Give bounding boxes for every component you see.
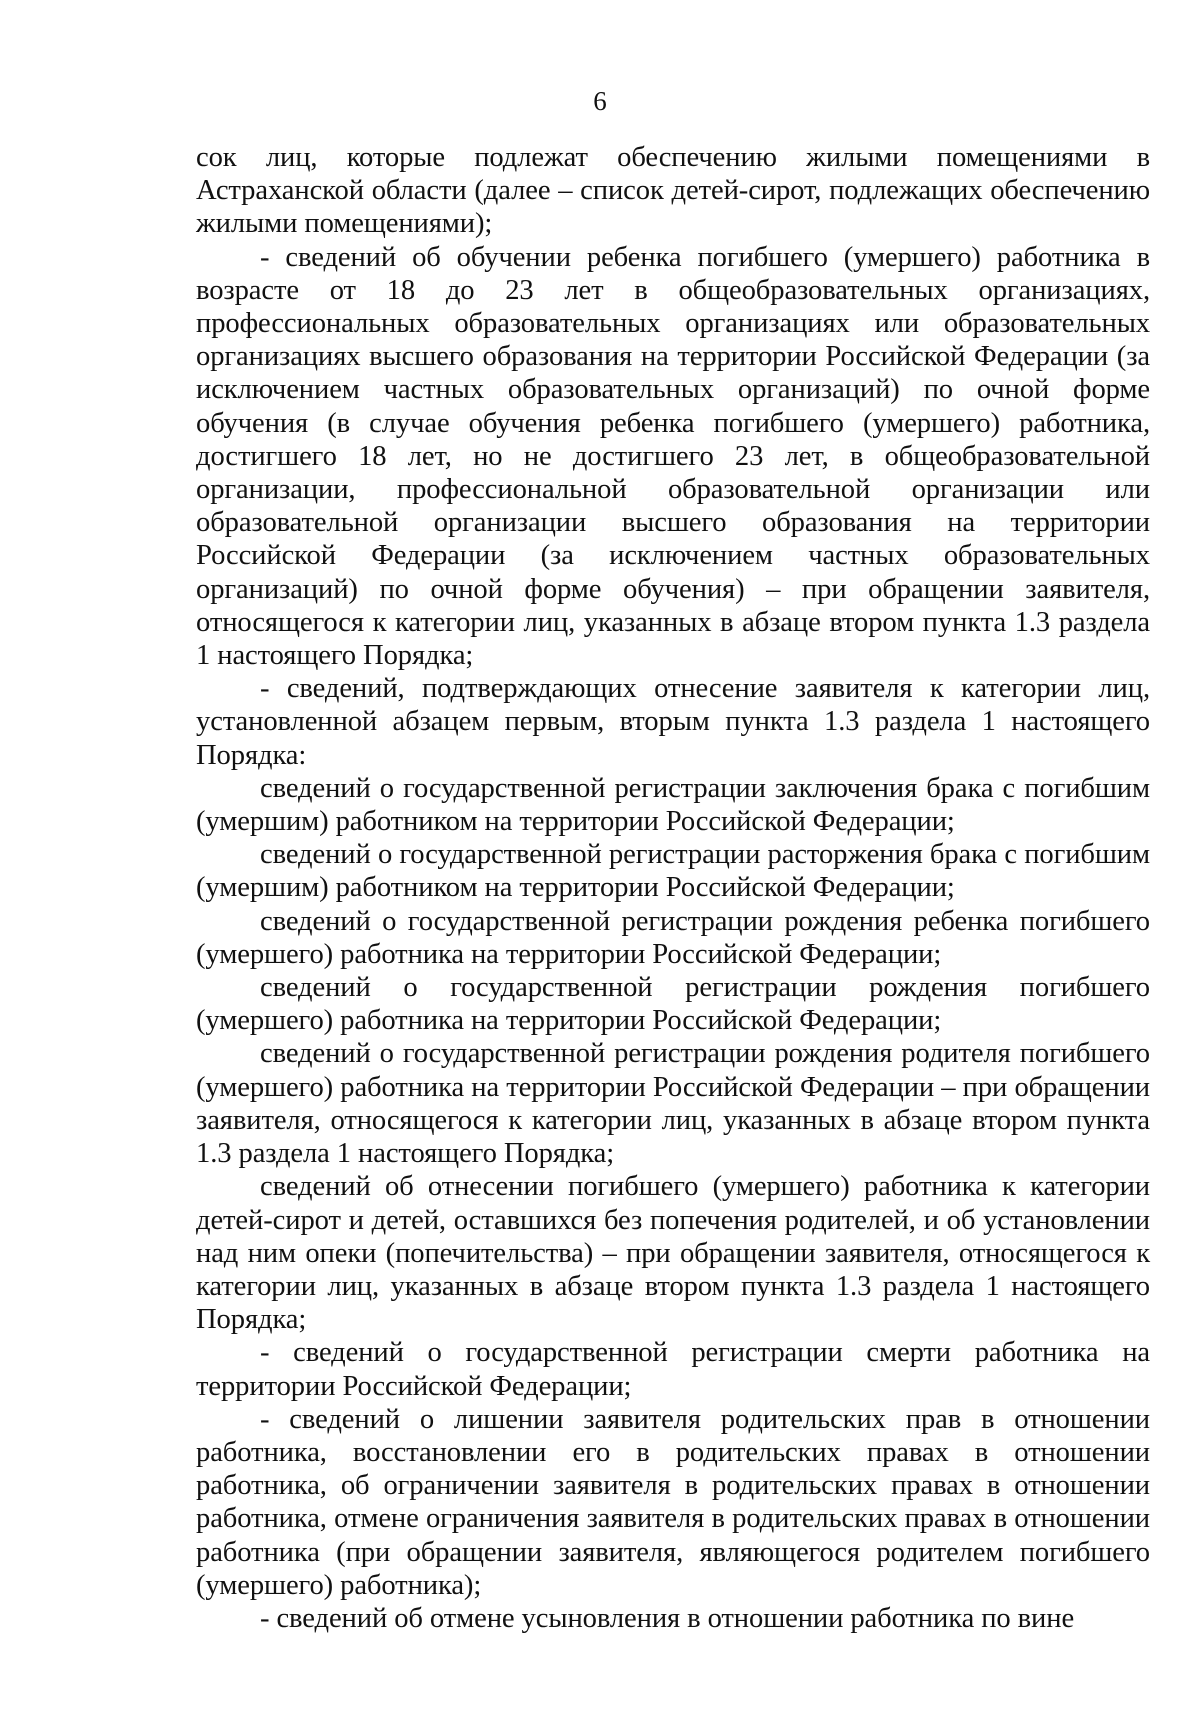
paragraph-parental-rights: - сведений о лишении заявителя родительских прав в отношении работника, восстановлении его в родительских правах в отношении работника, об ограничении заявителя в родительских правах в отношении работника, отмене ограничения заявителя в родительских правах в отношении работника (при обращении заявителя, являющегося родителем погибшего (умершего) работника);: [196, 1403, 1150, 1601]
page-number: 6: [593, 86, 607, 116]
paragraph-divorce-registration: сведений о государственной регистрации расторжения брака с погибшим (умершим) работником на территории Российской Федерации;: [196, 839, 1150, 904]
paragraph-category-confirmation: - сведений, подтверждающих отнесение заявителя к категории лиц, установленной абзацем первым, вторым пункта 1.3 раздела 1 настоящего Порядка:: [196, 673, 1150, 771]
paragraph-adoption-cancellation: - сведений об отмене усыновления в отношении работника по вине: [260, 1602, 1075, 1634]
paragraph-parent-birth-registration: сведений о государственной регистрации рождения родителя погибшего (умершего) работника на территории Российской Федерации – при обращении заявителя, относящегося к категории лиц, указанных в абзаце втором пункта 1.3 раздела 1 настоящего Порядка;: [196, 1038, 1150, 1170]
paragraph-worker-birth-registration: сведений о государственной регистрации рождения погибшего (умершего) работника на территории Российской Федерации;: [196, 972, 1150, 1037]
paragraph-child-birth-registration: сведений о государственной регистрации рождения ребенка погибшего (умершего) работника на территории Российской Федерации;: [196, 905, 1150, 970]
document-body: [196, 141, 1150, 1635]
paragraph-marriage-registration: сведений о государственной регистрации заключения брака с погибшим (умершим) работником на территории Российской Федерации;: [196, 772, 1150, 838]
paragraph-orphan-status: сведений об отнесении погибшего (умершего) работника к категории детей-сирот и детей, оставшихся без попечения родителей, и об установлении над ним опеки (попечительства) – при обращении заявителя, относящегося к категории лиц, указанных в абзаце втором пункта 1.3 раздела 1 настоящего Порядка;: [196, 1171, 1150, 1336]
paragraph-education-info: - сведений об обучении ребенка погибшего (умершего) работника в возрасте от 18 до 23 лет в общеобразовательных организациях, профессиональных образовательных организациях или образовательных организациях высшего образования на территории Российской Федерации (за исключением частных образовательных организаций) по очной форме обучения (в случае обучения ребенка погибшего (умершего) работника, достигшего 18 лет, но не достигшего 23 лет, в общеобразовательной организации, профессиональной образовательной организации или образовательной организации высшего образования на территории Российской Федерации (за исключением частных образовательных организаций) по очной форме обучения) – при обращении заявителя, относящегося к категории лиц, указанных в абзаце втором пункта 1.3 раздела 1 настоящего Порядка;: [196, 241, 1150, 672]
paragraph-death-registration: - сведений о государственной регистрации смерти работника на территории Российской Федерации;: [196, 1337, 1150, 1402]
paragraph-list-continuation: сок лиц, которые подлежат обеспечению жилыми помещениями в Астраханской области (далее – список детей-сирот, подлежащих обеспечению жилыми помещениями);: [196, 142, 1150, 240]
